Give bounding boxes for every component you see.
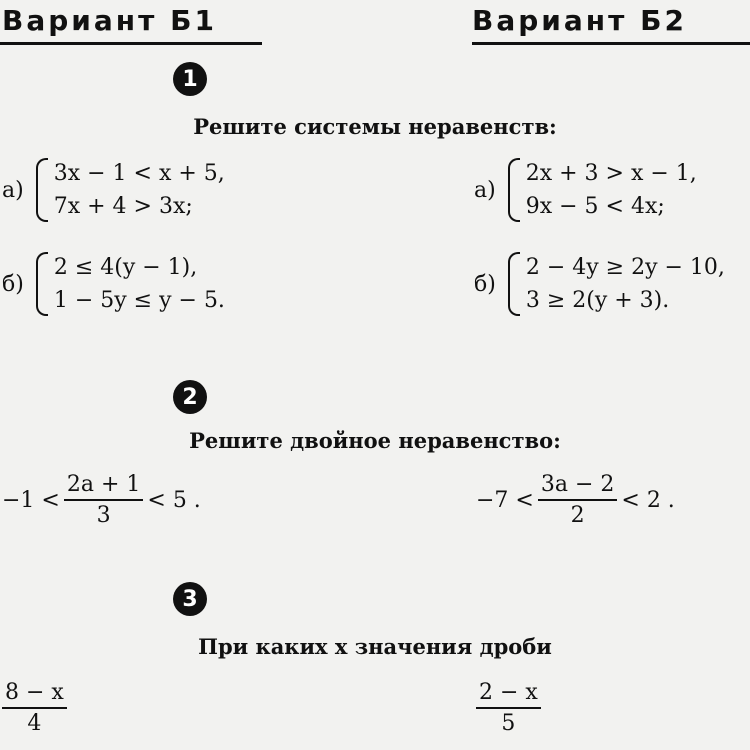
task1-right-b-system — [508, 252, 725, 316]
task2-left-suffix: < 5 . — [147, 487, 201, 513]
variant-b2-underline — [472, 42, 750, 45]
task1-right-a-system — [508, 158, 697, 222]
task1-right-a — [474, 158, 697, 222]
task3-heading: При каких x значения дроби — [198, 634, 552, 659]
task1-left-b-system — [36, 252, 225, 316]
task1-right-a-line2: 9x − 5 < 4x; — [525, 194, 665, 219]
task1-right-b — [474, 252, 725, 316]
task2-left-denominator: 3 — [96, 503, 111, 528]
task1-left-a-line1: 3x − 1 < x + 5, — [53, 161, 225, 186]
task1-right-a-line1: 2x + 3 > x − 1, — [525, 161, 697, 186]
task1-left-b-line2: 1 − 5y ≤ y − 5. — [53, 288, 225, 313]
variant-b2-title: Вариант Б2 — [472, 4, 687, 37]
task2-left-inequality — [2, 472, 201, 528]
task1-left-a — [2, 158, 225, 222]
brace-icon — [508, 252, 520, 316]
task1-number-badge: 1 — [173, 62, 207, 96]
task2-number-badge: 2 — [173, 380, 207, 414]
task1-right-a-label: а) — [474, 177, 496, 203]
task1-left-a-system — [36, 158, 225, 222]
brace-icon — [508, 158, 520, 222]
variant-b1-underline — [0, 42, 262, 45]
task2-heading: Решите двойное неравенство: — [189, 428, 561, 453]
task3-number-badge: 3 — [173, 582, 207, 616]
task1-right-b-label: б) — [474, 271, 496, 297]
task2-left-prefix: −1 < — [2, 487, 60, 513]
task3-right-denominator: 5 — [501, 711, 516, 736]
task1-left-b-label: б) — [2, 271, 24, 297]
task1-right-b-line1: 2 − 4y ≥ 2y − 10, — [525, 255, 725, 280]
brace-icon — [36, 252, 48, 316]
task2-right-fraction — [538, 472, 618, 528]
task2-right-denominator: 2 — [570, 503, 585, 528]
task1-heading: Решите системы неравенств: — [193, 114, 557, 139]
task2-left-numerator: 2a + 1 — [66, 472, 141, 497]
task3-left-denominator: 4 — [27, 711, 42, 736]
task3-left-numerator: 8 − x — [5, 680, 64, 705]
task1-right-b-line2: 3 ≥ 2(y + 3). — [525, 288, 670, 313]
task1-left-a-label: а) — [2, 177, 24, 203]
task2-right-suffix: < 2 . — [621, 487, 675, 513]
task3-left-fraction — [2, 680, 67, 736]
task1-left-b-line1: 2 ≤ 4(y − 1), — [53, 255, 198, 280]
brace-icon — [36, 158, 48, 222]
task2-right-numerator: 3a − 2 — [540, 472, 615, 497]
task2-left-fraction — [64, 472, 144, 528]
task3-right-fraction-block — [476, 680, 541, 736]
task3-left-fraction-block — [2, 680, 67, 736]
task2-right-prefix: −7 < — [476, 487, 534, 513]
task1-left-b — [2, 252, 225, 316]
task3-right-numerator: 2 − x — [479, 680, 538, 705]
task1-left-a-line2: 7x + 4 > 3x; — [53, 194, 193, 219]
task3-right-fraction — [476, 680, 541, 736]
task2-right-inequality — [476, 472, 675, 528]
variant-b1-title: Вариант Б1 — [2, 4, 217, 37]
